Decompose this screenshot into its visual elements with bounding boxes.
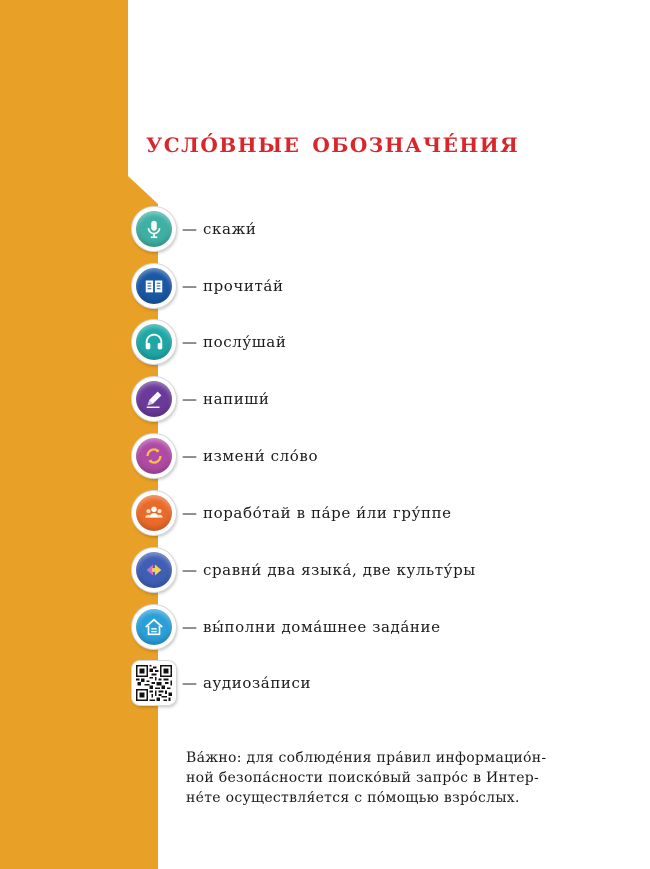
legend-label: — аудиоза́писи <box>182 674 312 692</box>
icon-badge <box>132 434 176 478</box>
icon-badge <box>132 377 176 421</box>
legend-item-write <box>132 376 612 422</box>
legend-item-compare <box>132 547 612 593</box>
legend-item-change-word <box>132 433 612 479</box>
safety-note-line: не́те осуществля́ется с по́мощью взро́слых. <box>186 790 520 806</box>
legend-label: — скажи́ <box>182 220 257 238</box>
headphones-icon <box>136 324 172 360</box>
legend-label: — вы́полни дома́шнее зада́ние <box>182 618 441 636</box>
legend-item-homework <box>132 604 612 650</box>
legend-label: — напиши́ <box>182 390 270 408</box>
microphone-icon <box>136 211 172 247</box>
safety-note-line: Ва́жно: для соблюде́ния пра́вил информацио́н- <box>186 750 547 766</box>
legend-item-audio <box>132 660 612 706</box>
safety-note <box>186 748 586 808</box>
icon-badge <box>132 605 176 649</box>
safety-note-line: ной безопа́сности поиско́вый запро́с в Интер- <box>186 770 540 786</box>
compare-arrows-icon <box>136 552 172 588</box>
legend-item-speak <box>132 206 612 252</box>
page-title-word: ОБОЗНАЧЕ́НИЯ <box>312 133 520 157</box>
book-icon <box>136 268 172 304</box>
icon-badge <box>132 320 176 364</box>
icon-badge <box>132 207 176 251</box>
icon-badge <box>132 264 176 308</box>
legend-item-pair-work <box>132 490 612 536</box>
group-people-icon <box>136 495 172 531</box>
page-title-word: УСЛО́ВНЫЕ <box>146 133 301 157</box>
icon-badge <box>132 548 176 592</box>
page-title <box>146 133 519 157</box>
cycle-arrows-icon <box>136 438 172 474</box>
pencil-icon <box>136 381 172 417</box>
legend-item-read <box>132 263 612 309</box>
legend-item-listen <box>132 319 612 365</box>
legend-label: — сравни́ два языка́, две культу́ры <box>182 561 476 579</box>
qr-code-icon <box>132 661 176 705</box>
legend-label: — измени́ сло́во <box>182 447 319 465</box>
legend-label: — порабо́тай в па́ре и́ли гру́ппе <box>182 504 452 522</box>
icon-badge <box>132 491 176 535</box>
legend-label: — прочита́й <box>182 277 284 295</box>
legend-label: — послу́шай <box>182 333 287 351</box>
house-icon <box>136 609 172 645</box>
